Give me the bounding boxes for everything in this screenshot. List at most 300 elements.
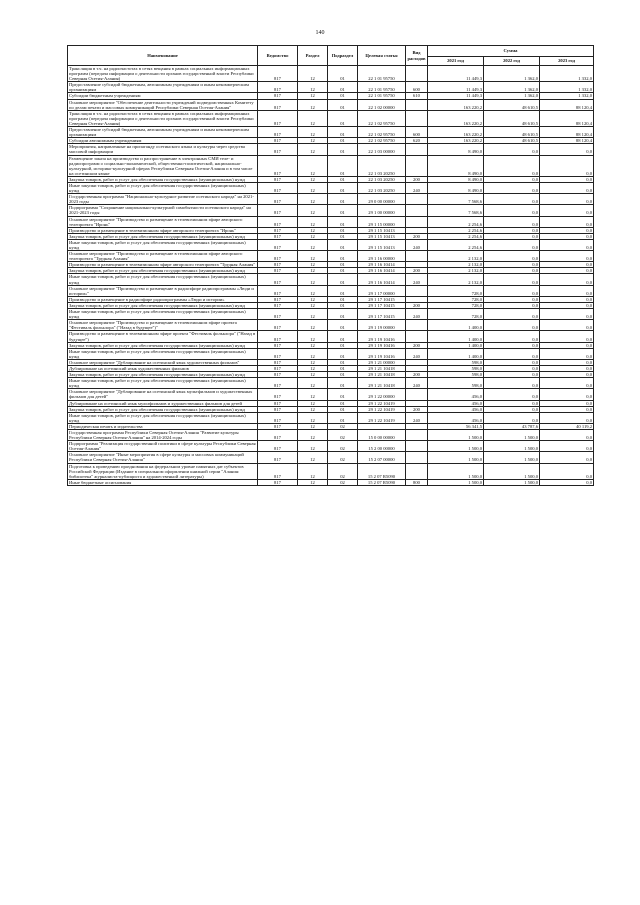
cell-subsection: 01: [328, 268, 358, 274]
cell-2021: 8 490,0: [428, 155, 484, 176]
cell-subsection: 01: [328, 262, 358, 268]
cell-name: Иные закупки товаров, работ и услуг для обеспечения государственных (муниципальных) нужд: [68, 378, 258, 389]
cell-subsection: 02: [328, 441, 358, 452]
cell-name: Основное мероприятие "Производство и размещение в телевизионном эфире проекта "Фестиваль фольклора" ("Назад в будущее")": [68, 320, 258, 331]
cell-2022: 0,0: [484, 155, 540, 176]
cell-section: 12: [298, 138, 328, 144]
cell-target: 29 1 15 10413: [358, 227, 406, 233]
header-section: Раздел: [298, 46, 328, 66]
cell-name: Закупка товаров, работ и услуг для обеспечения государственных (муниципальных) нужд: [68, 176, 258, 182]
cell-exptype: [406, 99, 428, 110]
cell-2022: 0,0: [484, 239, 540, 250]
cell-target: 22 1 02 95750: [358, 127, 406, 138]
cell-2022: 48 610,5: [484, 110, 540, 126]
cell-name: Основное мероприятие "Обеспечение деятельности учреждений подведомственных Комитету по делам печати и массовых коммуникаций Республики Северная Осетия-Алания": [68, 99, 258, 110]
cell-exptype: 240: [406, 412, 428, 423]
cell-target: 15 0 00 00000: [358, 430, 406, 441]
cell-exptype: 200: [406, 233, 428, 239]
cell-name: Предоставление субсидий бюджетным, автономным учреждениям и иным некоммерческим организациям: [68, 127, 258, 138]
cell-2021: 1 500,0: [428, 441, 484, 452]
cell-section: 12: [298, 400, 328, 406]
cell-section: 12: [298, 144, 328, 155]
cell-2022: 0,0: [484, 359, 540, 365]
table-row: [68, 441, 594, 452]
header-sum: Сумма: [428, 46, 594, 57]
cell-name: Иные закупки товаров, работ и услуг для обеспечения государственных (муниципальных) нужд: [68, 274, 258, 285]
cell-dept: 817: [258, 99, 298, 110]
cell-name: Основное мероприятие "Дублирование на осетинский язык мультфильмов и художественных фильмов для детей": [68, 389, 258, 400]
cell-target: 29 1 22 10419: [358, 406, 406, 412]
cell-2022: 0,0: [484, 233, 540, 239]
cell-2022: 0,0: [484, 144, 540, 155]
cell-target: 29 1 21 10418: [358, 365, 406, 371]
cell-2023: 0,0: [540, 378, 594, 389]
cell-2021: 8 490,0: [428, 176, 484, 182]
cell-subsection: 01: [328, 66, 358, 82]
cell-name: Закупка товаров, работ и услуг для обеспечения государственных (муниципальных) нужд: [68, 406, 258, 412]
cell-2023: 1 332,0: [540, 82, 594, 93]
cell-2023: 0,0: [540, 389, 594, 400]
cell-name: Закупка товаров, работ и услуг для обеспечения государственных (муниципальных) нужд: [68, 342, 258, 348]
table-row: [68, 479, 594, 485]
cell-2021: 728,0: [428, 309, 484, 320]
cell-target: 29 1 16 10414: [358, 268, 406, 274]
cell-exptype: [406, 430, 428, 441]
cell-2021: 2 254,6: [428, 233, 484, 239]
cell-dept: 817: [258, 194, 298, 205]
cell-exptype: 610: [406, 93, 428, 99]
cell-subsection: 01: [328, 309, 358, 320]
cell-section: 12: [298, 378, 328, 389]
table-row: [68, 216, 594, 227]
cell-dept: 817: [258, 378, 298, 389]
table-row: [68, 251, 594, 262]
cell-exptype: [406, 320, 428, 331]
cell-subsection: 01: [328, 227, 358, 233]
cell-section: 12: [298, 66, 328, 82]
cell-2022: 48 610,5: [484, 127, 540, 138]
cell-dept: 817: [258, 412, 298, 423]
cell-2023: 0,0: [540, 348, 594, 359]
cell-dept: 817: [258, 406, 298, 412]
cell-2022: 1 500,0: [484, 452, 540, 463]
cell-name: Подготовка к проведению празднования на федеральном уровне памятных дат субъектов Российской Федерации (Издание в специальном оформлении книжной серии "Алания: библиотека" журналиста-публициста и художественной литературы): [68, 463, 258, 479]
cell-exptype: 200: [406, 176, 428, 182]
cell-section: 12: [298, 216, 328, 227]
cell-exptype: 600: [406, 82, 428, 93]
cell-section: 12: [298, 302, 328, 308]
cell-subsection: 01: [328, 99, 358, 110]
cell-subsection: 02: [328, 452, 358, 463]
cell-2022: 0,0: [484, 205, 540, 216]
cell-dept: 817: [258, 127, 298, 138]
cell-2023: 0,0: [540, 262, 594, 268]
cell-section: 12: [298, 331, 328, 342]
cell-name: Трансляция в т.ч. на радиочастотах в сетях вещания в рамках социальных информационных программ (передача информации о деятельности органов государственной власти Республики Северная Осетия-Алания): [68, 66, 258, 82]
cell-2022: 1 500,0: [484, 430, 540, 441]
cell-exptype: 240: [406, 239, 428, 250]
cell-2021: 598,0: [428, 365, 484, 371]
cell-section: 12: [298, 251, 328, 262]
cell-section: 12: [298, 309, 328, 320]
cell-2021: 456,0: [428, 412, 484, 423]
table-row: [68, 430, 594, 441]
cell-subsection: 01: [328, 302, 358, 308]
cell-target: 22 1 03 00000: [358, 144, 406, 155]
cell-2022: 48 610,5: [484, 99, 540, 110]
cell-subsection: 01: [328, 205, 358, 216]
cell-target: 29 1 16 00000: [358, 251, 406, 262]
cell-2022: 1 500,0: [484, 463, 540, 479]
header-2023: 2023 год: [540, 57, 594, 66]
cell-subsection: 01: [328, 233, 358, 239]
cell-2023: 0,0: [540, 227, 594, 233]
cell-2021: 1 500,0: [428, 452, 484, 463]
cell-subsection: 01: [328, 155, 358, 176]
cell-subsection: 02: [328, 423, 358, 429]
cell-2022: 0,0: [484, 406, 540, 412]
table-header: [68, 46, 594, 66]
cell-section: 12: [298, 127, 328, 138]
cell-subsection: 01: [328, 110, 358, 126]
cell-exptype: [406, 205, 428, 216]
cell-name: Производство и размещение в телевизионном эфире авторского телепроекта "Трудная Алания": [68, 262, 258, 268]
table-row: [68, 205, 594, 216]
cell-section: 12: [298, 194, 328, 205]
cell-subsection: 01: [328, 359, 358, 365]
cell-exptype: [406, 66, 428, 82]
cell-2021: 8 490,0: [428, 144, 484, 155]
cell-dept: 817: [258, 233, 298, 239]
cell-2021: 2 132,0: [428, 262, 484, 268]
cell-2021: 2 132,0: [428, 274, 484, 285]
cell-subsection: 01: [328, 320, 358, 331]
cell-2022: 0,0: [484, 216, 540, 227]
cell-section: 12: [298, 155, 328, 176]
cell-section: 12: [298, 348, 328, 359]
cell-2021: 2 132,0: [428, 251, 484, 262]
cell-2023: 0,0: [540, 320, 594, 331]
cell-subsection: 01: [328, 239, 358, 250]
cell-section: 12: [298, 359, 328, 365]
cell-dept: 817: [258, 423, 298, 429]
cell-section: 12: [298, 82, 328, 93]
cell-dept: 817: [258, 274, 298, 285]
cell-2023: 0,0: [540, 205, 594, 216]
cell-2023: 0,0: [540, 463, 594, 479]
cell-2021: 11 449,3: [428, 66, 484, 82]
cell-2021: 163 220,2: [428, 99, 484, 110]
cell-dept: 817: [258, 285, 298, 296]
cell-section: 12: [298, 412, 328, 423]
cell-dept: 817: [258, 239, 298, 250]
cell-2023: 0,0: [540, 479, 594, 485]
cell-2021: 2 254,6: [428, 216, 484, 227]
cell-target: 29 1 16 10414: [358, 262, 406, 268]
cell-name: Производство и размещение в телевизионном эфире проекта "Фестиваль фольклора" ("Назад в будущее"): [68, 331, 258, 342]
cell-dept: 817: [258, 463, 298, 479]
cell-2021: 456,0: [428, 389, 484, 400]
cell-subsection: 01: [328, 412, 358, 423]
cell-name: Закупка товаров, работ и услуг для обеспечения государственных (муниципальных) нужд: [68, 372, 258, 378]
cell-dept: 817: [258, 205, 298, 216]
cell-target: 29 1 22 10419: [358, 400, 406, 406]
table-row: [68, 99, 594, 110]
cell-2021: 1 500,0: [428, 463, 484, 479]
cell-name: Иные закупки товаров, работ и услуг для обеспечения государственных (муниципальных) нужд: [68, 348, 258, 359]
cell-exptype: 600: [406, 127, 428, 138]
cell-section: 12: [298, 365, 328, 371]
cell-target: 22 1 01 95750: [358, 82, 406, 93]
cell-target: 29 1 17 10415: [358, 302, 406, 308]
table-row: [68, 378, 594, 389]
table-row: [68, 285, 594, 296]
cell-exptype: 200: [406, 342, 428, 348]
cell-2023: 0,0: [540, 194, 594, 205]
cell-2021: 598,0: [428, 378, 484, 389]
cell-2023: 0,0: [540, 441, 594, 452]
table-body: [68, 66, 594, 486]
cell-2023: 0,0: [540, 182, 594, 193]
cell-target: 29 1 21 00000: [358, 359, 406, 365]
cell-section: 12: [298, 423, 328, 429]
cell-dept: 817: [258, 342, 298, 348]
cell-dept: 817: [258, 66, 298, 82]
cell-target: 29 1 17 10415: [358, 309, 406, 320]
cell-2021: 163 220,2: [428, 138, 484, 144]
cell-2021: 1 400,0: [428, 348, 484, 359]
cell-2023: 0,0: [540, 342, 594, 348]
cell-2022: 0,0: [484, 331, 540, 342]
cell-subsection: 01: [328, 216, 358, 227]
table-row: [68, 239, 594, 250]
cell-dept: 817: [258, 268, 298, 274]
cell-exptype: [406, 452, 428, 463]
cell-target: 29 1 19 10416: [358, 331, 406, 342]
cell-2021: 2 254,6: [428, 239, 484, 250]
cell-name: Трансляция в т.ч. на радиочастотах в сетях вещания в рамках социальных информационных программ (передача информации о деятельности органов государственной власти Республики Северная Осетия-Алания): [68, 110, 258, 126]
cell-section: 12: [298, 205, 328, 216]
cell-2022: 0,0: [484, 342, 540, 348]
header-2021: 2021 год: [428, 57, 484, 66]
cell-subsection: 01: [328, 378, 358, 389]
cell-exptype: [406, 285, 428, 296]
cell-exptype: [406, 216, 428, 227]
table-row: [68, 182, 594, 193]
cell-section: 12: [298, 99, 328, 110]
cell-dept: 817: [258, 348, 298, 359]
cell-section: 12: [298, 372, 328, 378]
cell-2021: 456,0: [428, 400, 484, 406]
cell-section: 12: [298, 320, 328, 331]
cell-name: Дублирование на осетинский язык мультфильмов и художественных фильмов для детей: [68, 400, 258, 406]
budget-table: [67, 45, 594, 486]
cell-target: 15 2 07 00000: [358, 452, 406, 463]
table-row: [68, 127, 594, 138]
cell-section: 12: [298, 406, 328, 412]
cell-exptype: [406, 331, 428, 342]
cell-dept: 817: [258, 331, 298, 342]
cell-2023: 0,0: [540, 268, 594, 274]
cell-section: 12: [298, 430, 328, 441]
cell-2022: 0,0: [484, 268, 540, 274]
cell-2023: 0,0: [540, 296, 594, 302]
cell-subsection: 02: [328, 430, 358, 441]
cell-name: Иные закупки товаров, работ и услуг для обеспечения государственных (муниципальных) нужд: [68, 182, 258, 193]
cell-2022: 1 500,0: [484, 479, 540, 485]
cell-dept: 817: [258, 93, 298, 99]
cell-2021: 2 132,0: [428, 268, 484, 274]
cell-target: 29 1 15 00000: [358, 216, 406, 227]
cell-2023: 0,0: [540, 251, 594, 262]
cell-exptype: [406, 463, 428, 479]
cell-target: 22 1 03 20250: [358, 155, 406, 176]
cell-2021: 1 400,0: [428, 342, 484, 348]
cell-name: Субсидии автономным учреждениям: [68, 138, 258, 144]
cell-exptype: 200: [406, 268, 428, 274]
cell-exptype: [406, 441, 428, 452]
cell-dept: 817: [258, 359, 298, 365]
cell-2021: 598,0: [428, 372, 484, 378]
cell-dept: 817: [258, 227, 298, 233]
table-row: [68, 144, 594, 155]
header-subsection: Подраздел: [328, 46, 358, 66]
cell-target: 22 1 02 00000: [358, 99, 406, 110]
cell-subsection: 02: [328, 479, 358, 485]
header-target: Целевая статья: [358, 46, 406, 66]
cell-exptype: 200: [406, 372, 428, 378]
cell-subsection: 01: [328, 127, 358, 138]
cell-2022: 1 362,0: [484, 66, 540, 82]
cell-dept: 817: [258, 372, 298, 378]
cell-exptype: 200: [406, 302, 428, 308]
cell-name: Закупка товаров, работ и услуг для обеспечения государственных (муниципальных) нужд: [68, 268, 258, 274]
cell-2022: 43 787,6: [484, 423, 540, 429]
cell-2023: 1 332,0: [540, 93, 594, 99]
cell-2022: 0,0: [484, 251, 540, 262]
cell-dept: 817: [258, 479, 298, 485]
cell-name: Мероприятия, направленные на пропаганду осетинского языка и культуры через средства массовой информации: [68, 144, 258, 155]
cell-name: Производство и размещение в телевизионном эфире авторского телепроекта "Иронь": [68, 227, 258, 233]
cell-target: 15 2 07 R5090: [358, 463, 406, 479]
cell-dept: 817: [258, 296, 298, 302]
cell-2023: 0,0: [540, 452, 594, 463]
cell-subsection: 01: [328, 372, 358, 378]
cell-2021: 1 500,0: [428, 430, 484, 441]
cell-exptype: 240: [406, 378, 428, 389]
cell-target: 22 1 01 95750: [358, 93, 406, 99]
cell-dept: 817: [258, 144, 298, 155]
cell-section: 12: [298, 285, 328, 296]
cell-dept: 817: [258, 110, 298, 126]
cell-target: 15 2 00 00000: [358, 441, 406, 452]
cell-2022: 0,0: [484, 320, 540, 331]
cell-2021: 11 449,3: [428, 93, 484, 99]
cell-2023: 0,0: [540, 359, 594, 365]
page-number: 140: [315, 30, 325, 36]
cell-subsection: 01: [328, 342, 358, 348]
cell-section: 12: [298, 479, 328, 485]
cell-target: 29 1 16 10414: [358, 274, 406, 285]
cell-name: Государственная программа Республики Северная Осетия-Алания "Развитие культуры Республики Северная Осетия-Алания" на 2014-2024 годы: [68, 430, 258, 441]
cell-2022: 0,0: [484, 389, 540, 400]
table-row: [68, 66, 594, 82]
cell-subsection: 01: [328, 400, 358, 406]
cell-exptype: [406, 389, 428, 400]
cell-2022: 0,0: [484, 262, 540, 268]
cell-subsection: 01: [328, 406, 358, 412]
cell-subsection: 01: [328, 389, 358, 400]
table-row: [68, 309, 594, 320]
cell-2023: 0,0: [540, 239, 594, 250]
cell-dept: 817: [258, 309, 298, 320]
cell-subsection: 01: [328, 331, 358, 342]
table-row: [68, 452, 594, 463]
cell-dept: 817: [258, 138, 298, 144]
cell-2021: 8 490,0: [428, 182, 484, 193]
cell-2021: 56 341,5: [428, 423, 484, 429]
cell-2021: 2 254,6: [428, 227, 484, 233]
cell-dept: 817: [258, 155, 298, 176]
cell-name: Периодическая печать и издательства: [68, 423, 258, 429]
cell-target: 29 1 19 10416: [358, 348, 406, 359]
cell-2023: 0,0: [540, 365, 594, 371]
table-row: [68, 412, 594, 423]
cell-2022: 0,0: [484, 176, 540, 182]
cell-2023: 0,0: [540, 274, 594, 285]
cell-2021: 1 500,0: [428, 479, 484, 485]
cell-section: 12: [298, 389, 328, 400]
cell-2021: 7 568,6: [428, 205, 484, 216]
cell-exptype: [406, 194, 428, 205]
cell-exptype: [406, 110, 428, 126]
cell-target: 29 1 17 00000: [358, 285, 406, 296]
cell-target: 29 1 17 10415: [358, 296, 406, 302]
table-row: [68, 348, 594, 359]
cell-name: Предоставление субсидий бюджетным, автономным учреждениям и иным некоммерческим организациям: [68, 82, 258, 93]
table-row: [68, 274, 594, 285]
cell-target: 29 1 22 00000: [358, 389, 406, 400]
cell-exptype: 240: [406, 309, 428, 320]
cell-section: 12: [298, 110, 328, 126]
cell-exptype: 240: [406, 274, 428, 285]
cell-2021: 598,0: [428, 359, 484, 365]
cell-2023: 88 120,4: [540, 138, 594, 144]
cell-dept: 817: [258, 251, 298, 262]
cell-target: 22 1 03 20250: [358, 182, 406, 193]
cell-2023: 88 120,4: [540, 110, 594, 126]
cell-name: Иные бюджетные ассигнования: [68, 479, 258, 485]
cell-section: 12: [298, 274, 328, 285]
cell-target: 15 2 07 R5090: [358, 479, 406, 485]
cell-dept: 817: [258, 320, 298, 331]
cell-section: 12: [298, 452, 328, 463]
cell-2021: 7 568,6: [428, 194, 484, 205]
cell-dept: 817: [258, 262, 298, 268]
cell-dept: 817: [258, 452, 298, 463]
cell-2022: 1 362,0: [484, 93, 540, 99]
cell-2023: 0,0: [540, 309, 594, 320]
cell-subsection: 01: [328, 138, 358, 144]
cell-name: Иные закупки товаров, работ и услуг для обеспечения государственных (муниципальных) нужд: [68, 412, 258, 423]
cell-subsection: 01: [328, 176, 358, 182]
cell-subsection: 01: [328, 348, 358, 359]
cell-target: 29 1 21 10418: [358, 378, 406, 389]
cell-2021: 1 400,0: [428, 320, 484, 331]
cell-exptype: 620: [406, 138, 428, 144]
cell-2022: 0,0: [484, 285, 540, 296]
cell-section: 12: [298, 441, 328, 452]
